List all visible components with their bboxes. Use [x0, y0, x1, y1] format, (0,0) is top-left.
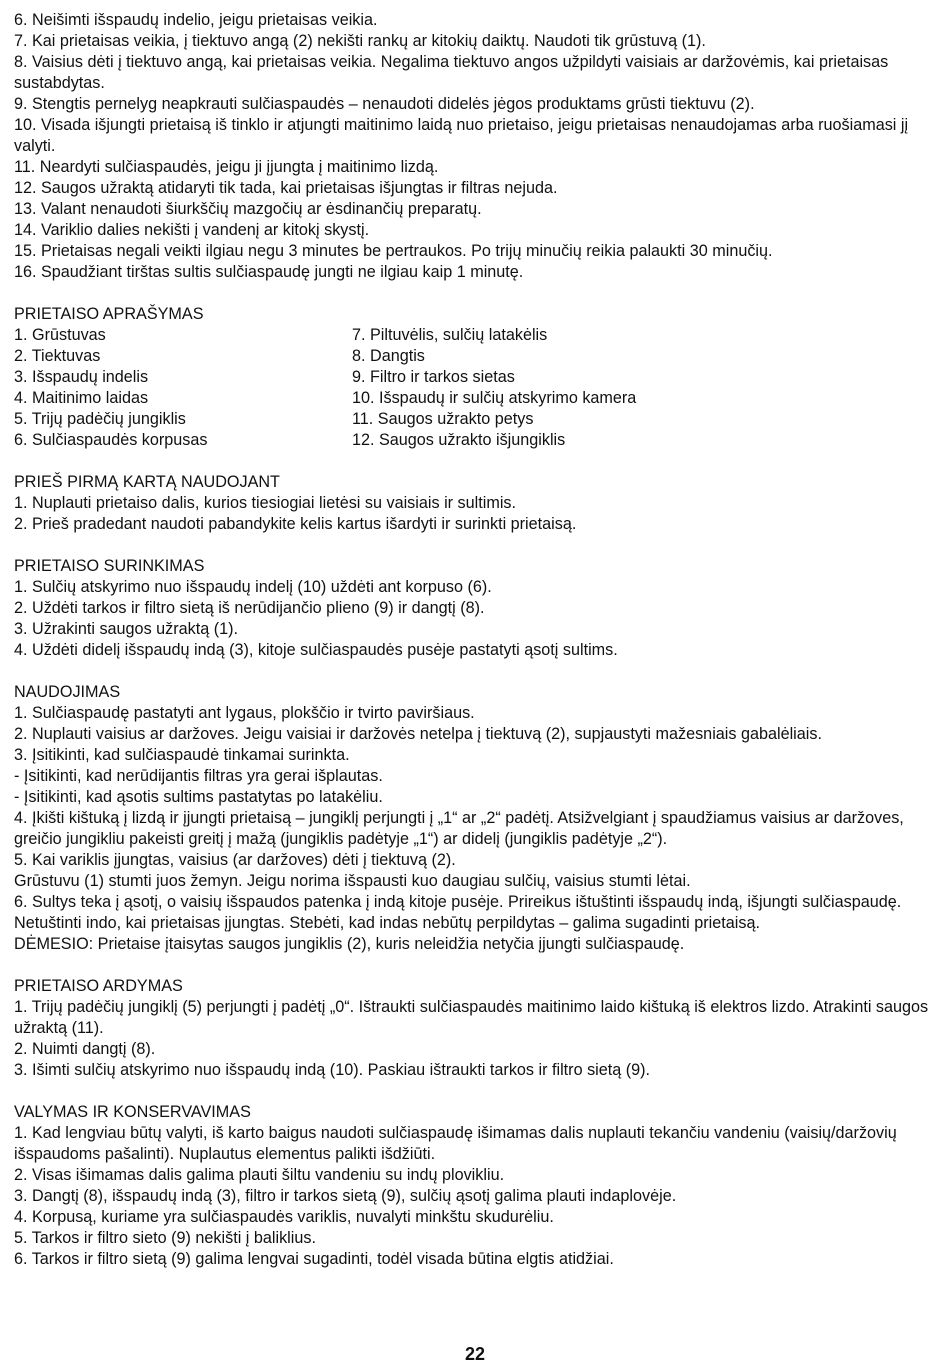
- part-item: 11. Saugos užrakto petys: [352, 410, 534, 428]
- list-item: - Įsitikinti, kad nerūdijantis filtras yra gerai išplautas.: [14, 767, 383, 785]
- list-item: Grūstuvu (1) stumti juos žemyn. Jeigu norima išspausti kuo daugiau sulčių, vaisius stumti lėtai.: [14, 872, 691, 890]
- safety-item-9: 9. Stengtis pernelyg neapkrauti sulčiaspaudės – nenaudoti didelės jėgos produktams grūsti tiektuvu (2).: [14, 95, 755, 113]
- part-item: 3. Išspaudų indelis: [14, 368, 149, 386]
- list-item: 1. Sulčių atskyrimo nuo išspaudų indelį (10) uždėti ant korpuso (6).: [14, 578, 492, 596]
- cleaning-section: [14, 1102, 936, 1270]
- safety-item-15: 15. Prietaisas negali veikti ilgiau negu 3 minutes be pertraukos. Po trijų minučių reikia palaukti 30 minučių.: [14, 242, 773, 260]
- parts-list: [14, 325, 936, 451]
- part-item: 4. Maitinimo laidas: [14, 389, 149, 407]
- safety-item-12: 12. Saugos užraktą atidaryti tik tada, kai prietaisas išjungtas ir filtras nejuda.: [14, 179, 558, 197]
- section-heading: PRIEŠ PIRMĄ KARTĄ NAUDOJANT: [14, 473, 280, 491]
- list-item: 2. Uždėti tarkos ir filtro sietą iš nerūdijančio plieno (9) ir dangtį (8).: [14, 599, 485, 617]
- part-item: 6. Sulčiaspaudės korpusas: [14, 431, 208, 449]
- list-item: 3. Išimti sulčių atskyrimo nuo išspaudų indą (10). Paskiau ištraukti tarkos ir filtro sietą (9).: [14, 1061, 651, 1079]
- list-item: 4. Korpusą, kuriame yra sulčiaspaudės variklis, nuvalyti minkštu skudurėliu.: [14, 1208, 554, 1226]
- warning-note: DĖMESIO: Prietaise įtaisytas saugos jungiklis (2), kuris neleidžia netyčia įjungti sulčiaspaudę.: [14, 935, 685, 953]
- section-heading: PRIETAISO SURINKIMAS: [14, 557, 205, 575]
- list-item: 1. Kad lengviau būtų valyti, iš karto baigus naudoti sulčiaspaudę išimamas dalis nuplauti tekančiu vandeniu (vaisių/daržovių išspaudoms pašalinti). Nuplautus elementus palikti išdžiūti.: [14, 1124, 897, 1163]
- first-use-section: [14, 472, 936, 535]
- safety-item-16: 16. Spaudžiant tirštas sultis sulčiaspaudę jungti ne ilgiau kaip 1 minutę.: [14, 263, 524, 281]
- list-item: 6. Sultys teka į ąsotį, o vaisių išspaudos patenka į indą kitoje pusėje. Prireikus ištuštinti išspaudų indą, išjungti sulčiaspaudę. Netuštinti indo, kai prietaisas įjungtas. Stebėti, kad indas nebūtų perpildytas – galima sugadinti prietaisą.: [14, 893, 902, 932]
- manual-page: [14, 10, 936, 1270]
- part-item: 12. Saugos užrakto išjungiklis: [352, 431, 566, 449]
- safety-item-7: 7. Kai prietaisas veikia, į tiektuvo angą (2) nekišti rankų ar kitokių daiktų. Naudoti tik grūstuvą (1).: [14, 32, 706, 50]
- part-item: 10. Išspaudų ir sulčių atskyrimo kamera: [352, 389, 637, 407]
- part-item: 5. Trijų padėčių jungiklis: [14, 410, 186, 428]
- section-heading: VALYMAS IR KONSERVAVIMAS: [14, 1103, 251, 1121]
- list-item: 2. Prieš pradedant naudoti pabandykite kelis kartus išardyti ir surinkti prietaisą.: [14, 515, 577, 533]
- list-item: - Įsitikinti, kad ąsotis sultims pastatytas po latakėliu.: [14, 788, 383, 806]
- description-section: [14, 304, 936, 451]
- safety-item-8: 8. Vaisius dėti į tiektuvo angą, kai prietaisas veikia. Negalima tiektuvo angos užpildyti vaisiais ar daržovėmis, kai prietaisas sustabdytas.: [14, 53, 889, 92]
- safety-item-13: 13. Valant nenaudoti šiurkščių mazgočių ar ėsdinančių preparatų.: [14, 200, 482, 218]
- part-item: 1. Grūstuvas: [14, 326, 106, 344]
- list-item: 4. Įkišti kištuką į lizdą ir įjungti prietaisą – jungiklį perjungti į „1“ ar „2“ padėtį. Atsižvelgiant į spaudžiamus vaisius ar daržoves, greičio jungikliu pakeisti greitį į mažą (jungiklis padėtyje „1“) ar didelį (jungiklis padėtyje „2“).: [14, 809, 904, 848]
- list-item: 1. Nuplauti prietaiso dalis, kurios tiesiogiai lietėsi su vaisiais ir sultimis.: [14, 494, 517, 512]
- list-item: 2. Visas išimamas dalis galima plauti šiltu vandeniu su indų plovikliu.: [14, 1166, 505, 1184]
- safety-item-6: 6. Neišimti išspaudų indelio, jeigu prietaisas veikia.: [14, 11, 378, 29]
- list-item: 1. Trijų padėčių jungiklį (5) perjungti į padėtį „0“. Ištraukti sulčiaspaudės maitinimo laido kištuką iš elektros lizdo. Atrakinti saugos užraktą (11).: [14, 998, 929, 1037]
- parts-column-right: [352, 325, 936, 451]
- list-item: 6. Tarkos ir filtro sietą (9) galima lengvai sugadinti, todėl visada būtina elgtis atidžiai.: [14, 1250, 614, 1268]
- list-item: 5. Kai variklis įjungtas, vaisius (ar daržoves) dėti į tiektuvą (2).: [14, 851, 456, 869]
- list-item: 1. Sulčiaspaudę pastatyti ant lygaus, plokščio ir tvirto paviršiaus.: [14, 704, 475, 722]
- part-item: 8. Dangtis: [352, 347, 425, 365]
- part-item: 9. Filtro ir tarkos sietas: [352, 368, 515, 386]
- disassembly-section: [14, 976, 936, 1081]
- list-item: 2. Nuimti dangtį (8).: [14, 1040, 156, 1058]
- page-number: 22: [464, 1344, 486, 1364]
- usage-section: [14, 682, 936, 955]
- safety-list: [14, 10, 936, 283]
- list-item: 3. Dangtį (8), išspaudų indą (3), filtro ir tarkos sietą (9), sulčių ąsotį galima plauti indaplovėje.: [14, 1187, 677, 1205]
- safety-item-10: 10. Visada išjungti prietaisą iš tinklo ir atjungti maitinimo laidą nuo prietaiso, jeigu prietaisas nenaudojamas arba ruošiamasi jį valyti.: [14, 116, 909, 155]
- list-item: 3. Įsitikinti, kad sulčiaspaudė tinkamai surinkta.: [14, 746, 350, 764]
- parts-column-left: [14, 325, 352, 451]
- list-item: 3. Užrakinti saugos užraktą (1).: [14, 620, 239, 638]
- list-item: 5. Tarkos ir filtro sieto (9) nekišti į baliklius.: [14, 1229, 316, 1247]
- part-item: 7. Piltuvėlis, sulčių latakėlis: [352, 326, 548, 344]
- list-item: 4. Uždėti didelį išspaudų indą (3), kitoje sulčiaspaudės pusėje pastatyti ąsotį sultims.: [14, 641, 618, 659]
- safety-item-11: 11. Neardyti sulčiaspaudės, jeigu ji įjungta į maitinimo lizdą.: [14, 158, 439, 176]
- part-item: 2. Tiektuvas: [14, 347, 101, 365]
- section-heading: PRIETAISO ARDYMAS: [14, 977, 183, 995]
- assembly-section: [14, 556, 936, 661]
- section-heading: PRIETAISO APRAŠYMAS: [14, 305, 204, 323]
- section-heading: NAUDOJIMAS: [14, 683, 121, 701]
- safety-item-14: 14. Variklio dalies nekišti į vandenį ar kitokį skystį.: [14, 221, 370, 239]
- list-item: 2. Nuplauti vaisius ar daržoves. Jeigu vaisiai ir daržovės netelpa į tiektuvą (2), supjaustyti mažesniais gabalėliais.: [14, 725, 822, 743]
